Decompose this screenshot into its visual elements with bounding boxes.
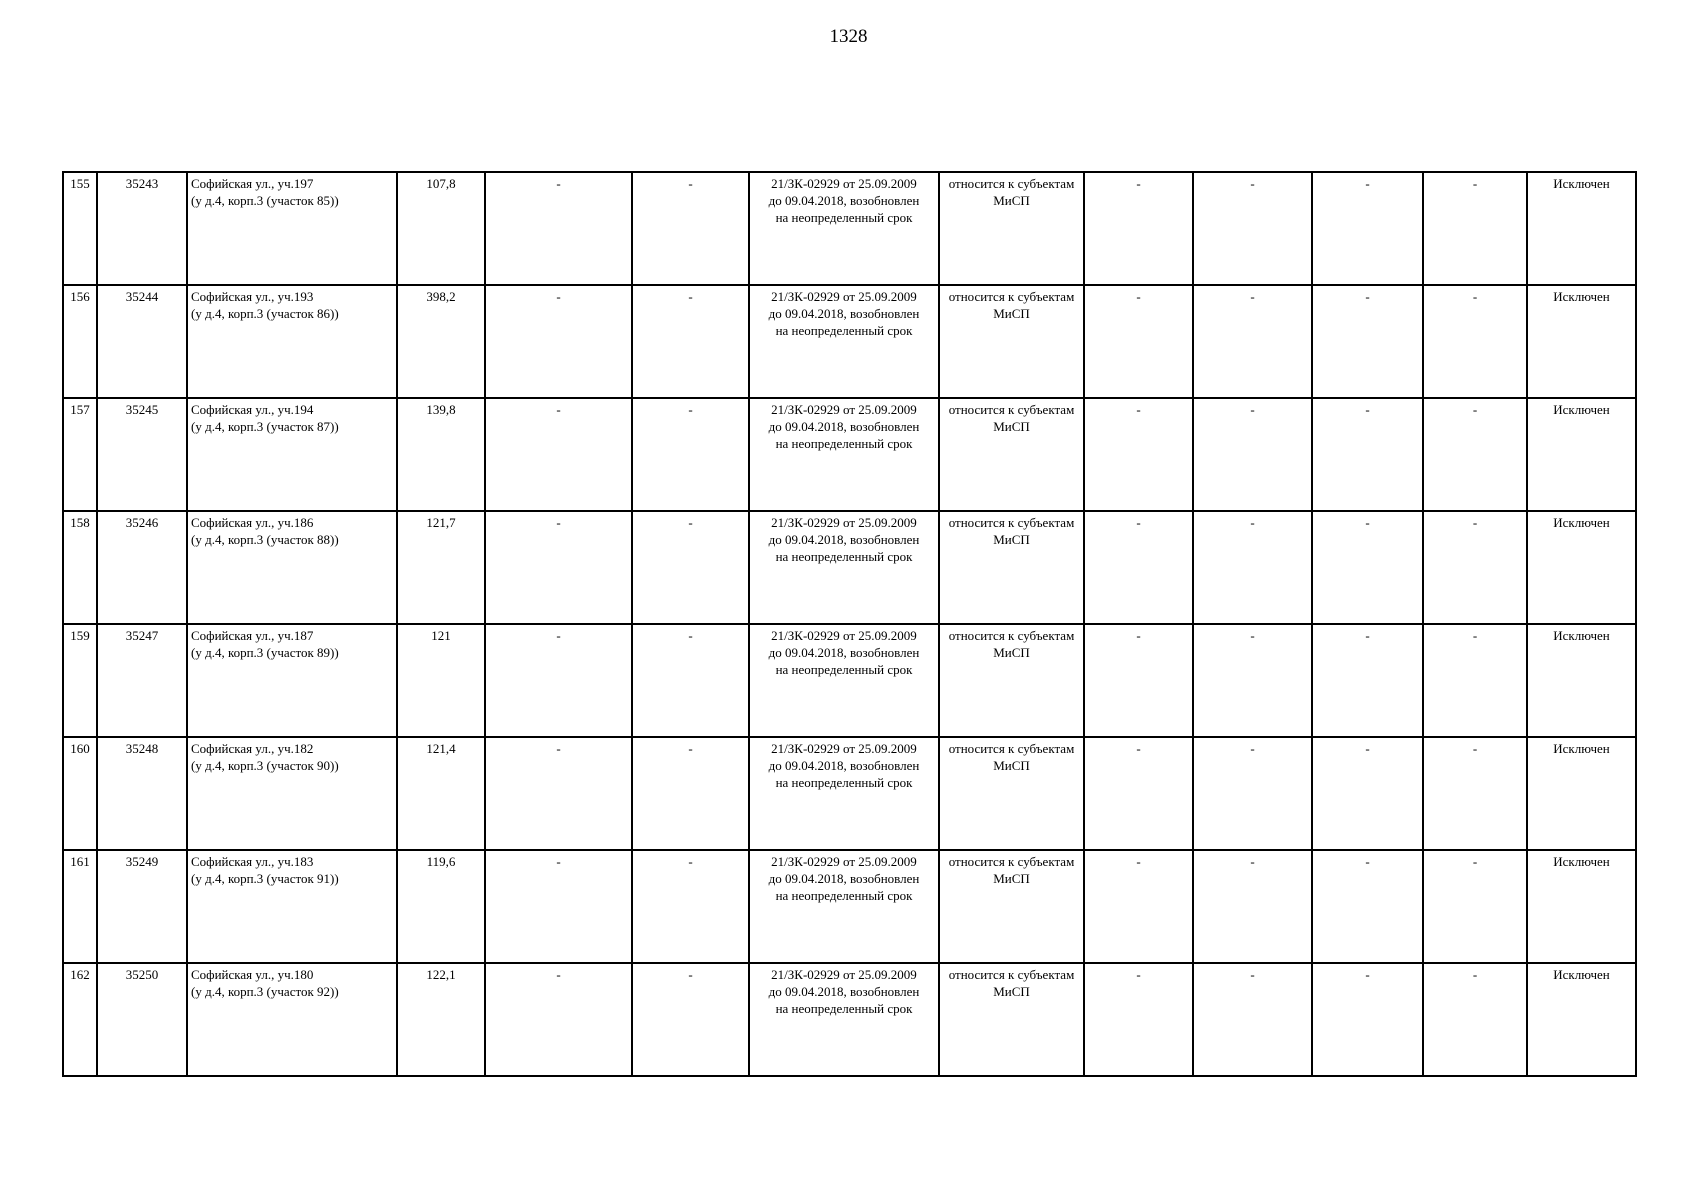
dash-cell: - xyxy=(1312,850,1423,963)
area-cell: 121 xyxy=(397,624,485,737)
dash-cell: - xyxy=(1193,737,1312,850)
dash-cell: - xyxy=(485,172,632,285)
dash-cell: - xyxy=(485,285,632,398)
dash-cell: - xyxy=(632,850,749,963)
contract-line: на неопределенный срок xyxy=(775,775,913,790)
row-number: 157 xyxy=(63,398,97,511)
table-row xyxy=(63,963,1636,1076)
category-line: относится к субъектам xyxy=(948,967,1075,982)
dash-cell: - xyxy=(485,511,632,624)
category-cell xyxy=(939,624,1084,737)
contract-cell xyxy=(749,850,939,963)
page-number: 1328 xyxy=(829,26,868,47)
address-cell xyxy=(187,850,397,963)
dash-cell: - xyxy=(1084,963,1193,1076)
category-line: относится к субъектам xyxy=(948,515,1075,530)
address-line: Софийская ул., уч.193 xyxy=(191,289,314,304)
object-id: 35244 xyxy=(97,285,187,398)
address-cell xyxy=(187,398,397,511)
status-cell: Исключен xyxy=(1527,850,1636,963)
address-line: Софийская ул., уч.183 xyxy=(191,854,314,869)
row-number: 162 xyxy=(63,963,97,1076)
category-line: относится к субъектам xyxy=(948,289,1075,304)
address-line: (у д.4, корп.3 (участок 85)) xyxy=(191,193,339,208)
address-cell xyxy=(187,963,397,1076)
dash-cell: - xyxy=(1193,624,1312,737)
category-line: относится к субъектам xyxy=(948,402,1075,417)
table-row xyxy=(63,624,1636,737)
table-row xyxy=(63,511,1636,624)
table-row xyxy=(63,172,1636,285)
category-line: относится к субъектам xyxy=(948,628,1075,643)
address-line: (у д.4, корп.3 (участок 86)) xyxy=(191,306,339,321)
dash-cell: - xyxy=(1312,624,1423,737)
category-line: относится к субъектам xyxy=(948,741,1075,756)
dash-cell: - xyxy=(632,511,749,624)
contract-cell xyxy=(749,172,939,285)
contract-line: 21/ЗК-02929 от 25.09.2009 xyxy=(771,741,917,756)
dash-cell: - xyxy=(1084,850,1193,963)
address-line: Софийская ул., уч.180 xyxy=(191,967,314,982)
dash-cell: - xyxy=(1193,172,1312,285)
registry-table-body xyxy=(63,172,1636,1076)
category-line: МиСП xyxy=(993,419,1030,434)
row-number: 160 xyxy=(63,737,97,850)
address-line: (у д.4, корп.3 (участок 90)) xyxy=(191,758,339,773)
dash-cell: - xyxy=(485,850,632,963)
contract-line: на неопределенный срок xyxy=(775,549,913,564)
dash-cell: - xyxy=(1193,285,1312,398)
dash-cell: - xyxy=(1312,511,1423,624)
contract-line: до 09.04.2018, возобновлен xyxy=(768,645,920,660)
address-cell xyxy=(187,737,397,850)
contract-line: до 09.04.2018, возобновлен xyxy=(768,984,920,999)
contract-line: 21/ЗК-02929 от 25.09.2009 xyxy=(771,515,917,530)
dash-cell: - xyxy=(1312,172,1423,285)
row-number: 161 xyxy=(63,850,97,963)
category-cell xyxy=(939,285,1084,398)
area-cell: 121,7 xyxy=(397,511,485,624)
category-line: МиСП xyxy=(993,645,1030,660)
address-line: (у д.4, корп.3 (участок 89)) xyxy=(191,645,339,660)
dash-cell: - xyxy=(485,737,632,850)
category-line: относится к субъектам xyxy=(948,176,1075,191)
dash-cell: - xyxy=(1423,737,1527,850)
address-cell xyxy=(187,624,397,737)
dash-cell: - xyxy=(1193,963,1312,1076)
dash-cell: - xyxy=(632,172,749,285)
dash-cell: - xyxy=(1423,963,1527,1076)
dash-cell: - xyxy=(632,285,749,398)
table-row xyxy=(63,737,1636,850)
dash-cell: - xyxy=(1312,737,1423,850)
contract-line: на неопределенный срок xyxy=(775,323,913,338)
contract-cell xyxy=(749,511,939,624)
dash-cell: - xyxy=(1423,172,1527,285)
object-id: 35245 xyxy=(97,398,187,511)
object-id: 35246 xyxy=(97,511,187,624)
address-cell xyxy=(187,172,397,285)
area-cell: 122,1 xyxy=(397,963,485,1076)
category-cell xyxy=(939,398,1084,511)
dash-cell: - xyxy=(632,737,749,850)
contract-cell xyxy=(749,963,939,1076)
address-line: Софийская ул., уч.197 xyxy=(191,176,314,191)
address-line: (у д.4, корп.3 (участок 88)) xyxy=(191,532,339,547)
dash-cell: - xyxy=(485,963,632,1076)
contract-line: 21/ЗК-02929 от 25.09.2009 xyxy=(771,628,917,643)
dash-cell: - xyxy=(1312,963,1423,1076)
contract-line: на неопределенный срок xyxy=(775,436,913,451)
category-cell xyxy=(939,737,1084,850)
address-line: Софийская ул., уч.187 xyxy=(191,628,314,643)
contract-cell xyxy=(749,398,939,511)
dash-cell: - xyxy=(1312,398,1423,511)
category-line: МиСП xyxy=(993,193,1030,208)
dash-cell: - xyxy=(1084,285,1193,398)
contract-line: на неопределенный срок xyxy=(775,1001,913,1016)
address-line: (у д.4, корп.3 (участок 91)) xyxy=(191,871,339,886)
category-line: МиСП xyxy=(993,532,1030,547)
contract-line: до 09.04.2018, возобновлен xyxy=(768,193,920,208)
contract-line: 21/ЗК-02929 от 25.09.2009 xyxy=(771,854,917,869)
row-number: 156 xyxy=(63,285,97,398)
dash-cell: - xyxy=(1084,624,1193,737)
row-number: 159 xyxy=(63,624,97,737)
area-cell: 398,2 xyxy=(397,285,485,398)
category-line: МиСП xyxy=(993,871,1030,886)
dash-cell: - xyxy=(1423,285,1527,398)
address-cell xyxy=(187,511,397,624)
status-cell: Исключен xyxy=(1527,511,1636,624)
contract-line: до 09.04.2018, возобновлен xyxy=(768,871,920,886)
area-cell: 119,6 xyxy=(397,850,485,963)
status-cell: Исключен xyxy=(1527,285,1636,398)
dash-cell: - xyxy=(1084,398,1193,511)
contract-line: до 09.04.2018, возобновлен xyxy=(768,532,920,547)
dash-cell: - xyxy=(632,963,749,1076)
contract-line: до 09.04.2018, возобновлен xyxy=(768,419,920,434)
dash-cell: - xyxy=(485,398,632,511)
dash-cell: - xyxy=(485,624,632,737)
area-cell: 139,8 xyxy=(397,398,485,511)
contract-line: на неопределенный срок xyxy=(775,888,913,903)
category-line: относится к субъектам xyxy=(948,854,1075,869)
status-cell: Исключен xyxy=(1527,624,1636,737)
address-line: (у д.4, корп.3 (участок 92)) xyxy=(191,984,339,999)
table-row xyxy=(63,850,1636,963)
address-line: (у д.4, корп.3 (участок 87)) xyxy=(191,419,339,434)
dash-cell: - xyxy=(1423,624,1527,737)
dash-cell: - xyxy=(1193,850,1312,963)
contract-line: 21/ЗК-02929 от 25.09.2009 xyxy=(771,289,917,304)
dash-cell: - xyxy=(632,624,749,737)
address-line: Софийская ул., уч.194 xyxy=(191,402,314,417)
category-cell xyxy=(939,850,1084,963)
status-cell: Исключен xyxy=(1527,963,1636,1076)
object-id: 35243 xyxy=(97,172,187,285)
contract-cell xyxy=(749,285,939,398)
contract-line: 21/ЗК-02929 от 25.09.2009 xyxy=(771,402,917,417)
object-id: 35250 xyxy=(97,963,187,1076)
category-cell xyxy=(939,172,1084,285)
area-cell: 107,8 xyxy=(397,172,485,285)
category-cell xyxy=(939,511,1084,624)
category-line: МиСП xyxy=(993,758,1030,773)
dash-cell: - xyxy=(1084,511,1193,624)
dash-cell: - xyxy=(1312,285,1423,398)
row-number: 158 xyxy=(63,511,97,624)
dash-cell: - xyxy=(1423,511,1527,624)
category-line: МиСП xyxy=(993,984,1030,999)
contract-line: на неопределенный срок xyxy=(775,210,913,225)
address-line: Софийская ул., уч.186 xyxy=(191,515,314,530)
address-line: Софийская ул., уч.182 xyxy=(191,741,314,756)
contract-line: до 09.04.2018, возобновлен xyxy=(768,306,920,321)
row-number: 155 xyxy=(63,172,97,285)
contract-line: до 09.04.2018, возобновлен xyxy=(768,758,920,773)
object-id: 35248 xyxy=(97,737,187,850)
address-cell xyxy=(187,285,397,398)
dash-cell: - xyxy=(1084,737,1193,850)
category-line: МиСП xyxy=(993,306,1030,321)
contract-cell xyxy=(749,624,939,737)
contract-line: на неопределенный срок xyxy=(775,662,913,677)
object-id: 35247 xyxy=(97,624,187,737)
status-cell: Исключен xyxy=(1527,737,1636,850)
contract-line: 21/ЗК-02929 от 25.09.2009 xyxy=(771,967,917,982)
status-cell: Исключен xyxy=(1527,398,1636,511)
object-id: 35249 xyxy=(97,850,187,963)
dash-cell: - xyxy=(1084,172,1193,285)
contract-cell xyxy=(749,737,939,850)
dash-cell: - xyxy=(1423,398,1527,511)
contract-line: 21/ЗК-02929 от 25.09.2009 xyxy=(771,176,917,191)
category-cell xyxy=(939,963,1084,1076)
dash-cell: - xyxy=(1423,850,1527,963)
table-row xyxy=(63,398,1636,511)
dash-cell: - xyxy=(1193,398,1312,511)
area-cell: 121,4 xyxy=(397,737,485,850)
dash-cell: - xyxy=(632,398,749,511)
registry-table xyxy=(62,171,1637,1077)
table-row xyxy=(63,285,1636,398)
dash-cell: - xyxy=(1193,511,1312,624)
status-cell: Исключен xyxy=(1527,172,1636,285)
